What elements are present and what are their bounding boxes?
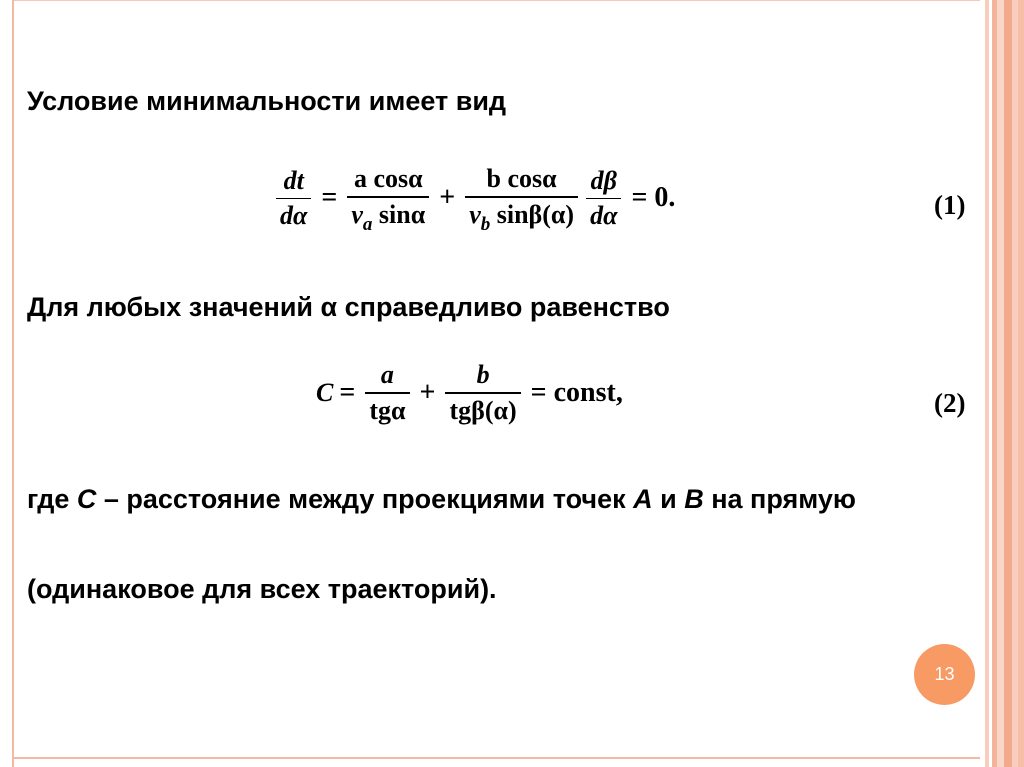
eq1-fraction-2: $\frac{\text{b cosα}}{v_b \sin\beta(\alpha)}$ bbox=[465, 162, 578, 235]
eq1-fraction-1: $\frac{\text{a cosα}}{v_a \sin\alpha}$ bbox=[347, 162, 429, 235]
text-line-1: Условие минимальности имеет вид bbox=[27, 86, 507, 116]
frame-bottom-border bbox=[12, 757, 987, 759]
text-line-4: (одинаковое для всех траекторий). bbox=[27, 574, 497, 604]
decorative-right-stripes bbox=[980, 0, 1024, 767]
frame-left-border bbox=[12, 0, 14, 767]
frame-top-border bbox=[12, 0, 987, 1]
eq2-fraction-1: $\frac{a}{\text{tgα}}$ bbox=[365, 358, 409, 428]
eq1-fraction-dt-dalpha: $\frac{dt}{d\alpha}$ bbox=[276, 164, 311, 234]
text-line-3: где C – расстояние между проекциями точек A и B на прямую bbox=[27, 484, 856, 514]
page-number-badge bbox=[914, 644, 975, 705]
text-line-2: Для любых значений α справедливо равенство bbox=[27, 292, 670, 322]
page-number: 13 bbox=[934, 664, 955, 684]
eq1-fraction-3: $\frac{d\beta}{d\alpha}$ bbox=[586, 164, 621, 234]
eq2-fraction-2: $\frac{b}{\text{tgβ(α)}}$ bbox=[445, 358, 520, 428]
equation-1: $\frac{dt}{d\alpha}$ = $\frac{\text{a cosα}}{v_a \sin\alpha}$ + $\frac{\text{b cosα}}{v_b \sin\beta(\alpha)}$ $\frac{d\beta}{d\alpha}$ = 0. bbox=[272, 162, 681, 235]
equation-2: C = $\frac{a}{\text{tgα}}$ + $\frac{b}{\text{tgβ(α)}}$ = const, bbox=[316, 358, 629, 428]
equation-2-number: (2) bbox=[934, 388, 966, 418]
equation-1-number: (1) bbox=[934, 190, 966, 220]
